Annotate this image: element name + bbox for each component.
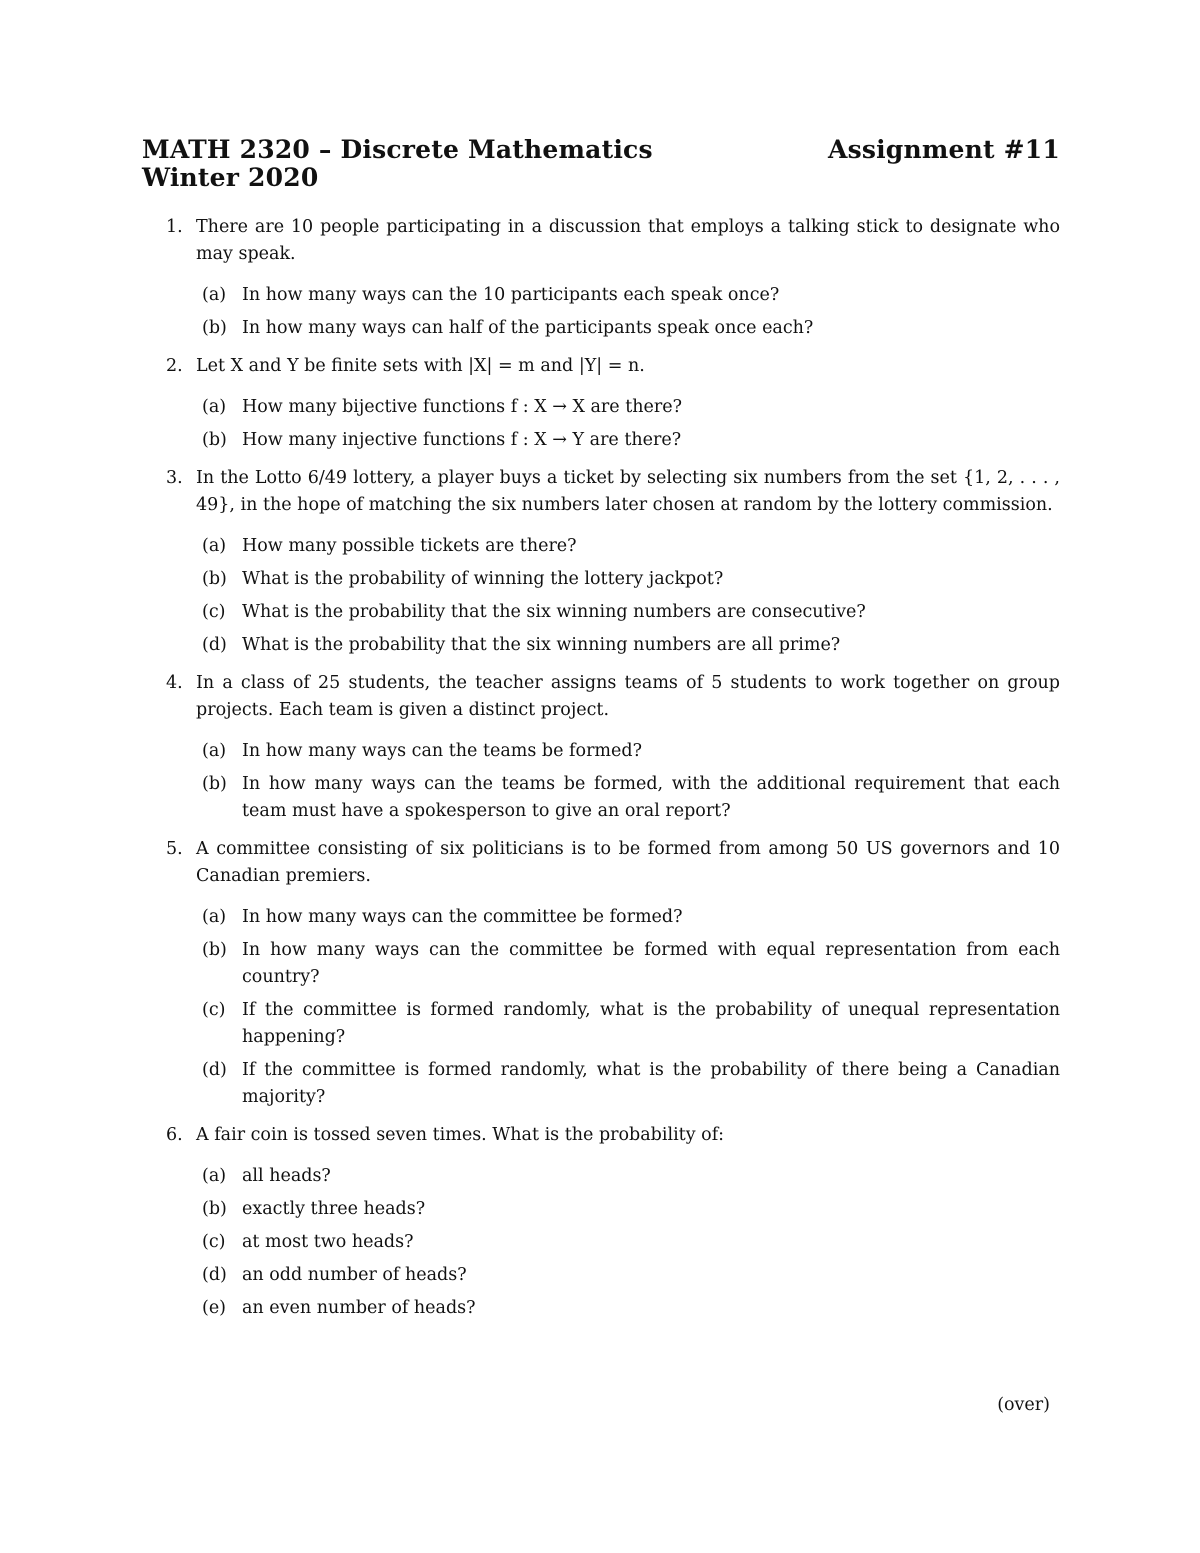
question-4 [142, 670, 1060, 825]
question-list [142, 214, 1060, 1328]
term-label: Winter 2020 [142, 163, 319, 192]
question-parts [196, 394, 1060, 454]
question-part [196, 1057, 1060, 1111]
question-part [196, 1163, 1060, 1190]
assignment-title: Assignment #11 [827, 135, 1060, 164]
part-text: In how many ways can the committee be formed with equal representation from each country? [242, 940, 1060, 987]
question-parts [196, 282, 1060, 342]
part-label: (b) [202, 318, 227, 338]
part-text: In how many ways can the 10 participants each speak once? [242, 285, 780, 305]
part-text: If the committee is formed randomly, what is the probability of unequal representation happening? [242, 1000, 1060, 1047]
question-part [196, 315, 1060, 342]
question-parts [196, 533, 1060, 659]
part-label: (b) [202, 569, 227, 589]
part-label: (e) [202, 1298, 227, 1318]
part-text: What is the probability that the six winning numbers are consecutive? [242, 602, 866, 622]
question-number: 3. [166, 468, 183, 488]
question-1 [142, 214, 1060, 342]
question-part [196, 997, 1060, 1051]
part-text: If the committee is formed randomly, what is the probability of there being a Canadian majority? [242, 1060, 1060, 1107]
course-title: MATH 2320 – Discrete Mathematics [142, 135, 653, 164]
question-stem: In the Lotto 6/49 lottery, a player buys a ticket by selecting six numbers from the set {1, 2, . . . , 49}, in the hope of matching the six numbers later chosen at random by the lottery commission. [196, 468, 1060, 515]
part-label: (d) [202, 1265, 227, 1285]
part-text: at most two heads? [242, 1232, 414, 1252]
part-label: (a) [202, 741, 227, 761]
part-text: all heads? [242, 1166, 331, 1186]
question-part [196, 771, 1060, 825]
question-part [196, 282, 1060, 309]
question-3 [142, 465, 1060, 659]
part-label: (a) [202, 397, 227, 417]
question-number: 1. [166, 217, 183, 237]
part-text: an even number of heads? [242, 1298, 476, 1318]
question-number: 5. [166, 839, 183, 859]
question-2 [142, 353, 1060, 454]
question-part [196, 632, 1060, 659]
question-6 [142, 1122, 1060, 1322]
part-text: In how many ways can the teams be formed, with the additional requirement that each team must have a spokesperson to give an oral report? [242, 774, 1060, 821]
question-part [196, 937, 1060, 991]
question-5 [142, 836, 1060, 1111]
question-stem: A fair coin is tossed seven times. What is the probability of: [196, 1125, 725, 1145]
part-label: (a) [202, 907, 227, 927]
question-parts [196, 1163, 1060, 1322]
question-stem: In a class of 25 students, the teacher assigns teams of 5 students to work together on group projects. Each team is given a distinct project. [196, 673, 1060, 720]
question-part [196, 1196, 1060, 1223]
question-part [196, 566, 1060, 593]
part-label: (c) [202, 602, 226, 622]
question-part [196, 533, 1060, 560]
question-stem: There are 10 people participating in a discussion that employs a talking stick to designate who may speak. [196, 217, 1060, 264]
part-text: How many possible tickets are there? [242, 536, 577, 556]
part-label: (b) [202, 940, 227, 960]
part-text: How many injective functions f : X → Y are there? [242, 430, 682, 450]
question-number: 2. [166, 356, 183, 376]
part-label: (a) [202, 536, 227, 556]
question-parts [196, 904, 1060, 1111]
part-label: (b) [202, 1199, 227, 1219]
part-label: (c) [202, 1000, 226, 1020]
question-part [196, 599, 1060, 626]
part-text: What is the probability of winning the lottery jackpot? [242, 569, 724, 589]
document-header [142, 136, 1060, 192]
question-number: 4. [166, 673, 183, 693]
part-text: In how many ways can the teams be formed? [242, 741, 642, 761]
question-part [196, 427, 1060, 454]
question-parts [196, 738, 1060, 825]
part-text: In how many ways can half of the participants speak once each? [242, 318, 814, 338]
continued-note: (over) [997, 1395, 1050, 1415]
part-text: How many bijective functions f : X → X are there? [242, 397, 682, 417]
part-label: (b) [202, 774, 227, 794]
part-text: an odd number of heads? [242, 1265, 467, 1285]
part-text: In how many ways can the committee be formed? [242, 907, 683, 927]
question-part [196, 1262, 1060, 1289]
question-part [196, 1229, 1060, 1256]
part-label: (a) [202, 285, 227, 305]
question-stem: A committee consisting of six politicians is to be formed from among 50 US governors and 10 Canadian premiers. [196, 839, 1060, 886]
part-label: (b) [202, 430, 227, 450]
part-label: (d) [202, 635, 227, 655]
part-label: (a) [202, 1166, 227, 1186]
question-part [196, 904, 1060, 931]
part-label: (c) [202, 1232, 226, 1252]
question-part [196, 1295, 1060, 1322]
question-part [196, 738, 1060, 765]
question-stem: Let X and Y be finite sets with |X| = m and |Y| = n. [196, 356, 645, 376]
part-label: (d) [202, 1060, 227, 1080]
question-number: 6. [166, 1125, 183, 1145]
part-text: exactly three heads? [242, 1199, 426, 1219]
question-part [196, 394, 1060, 421]
part-text: What is the probability that the six winning numbers are all prime? [242, 635, 841, 655]
